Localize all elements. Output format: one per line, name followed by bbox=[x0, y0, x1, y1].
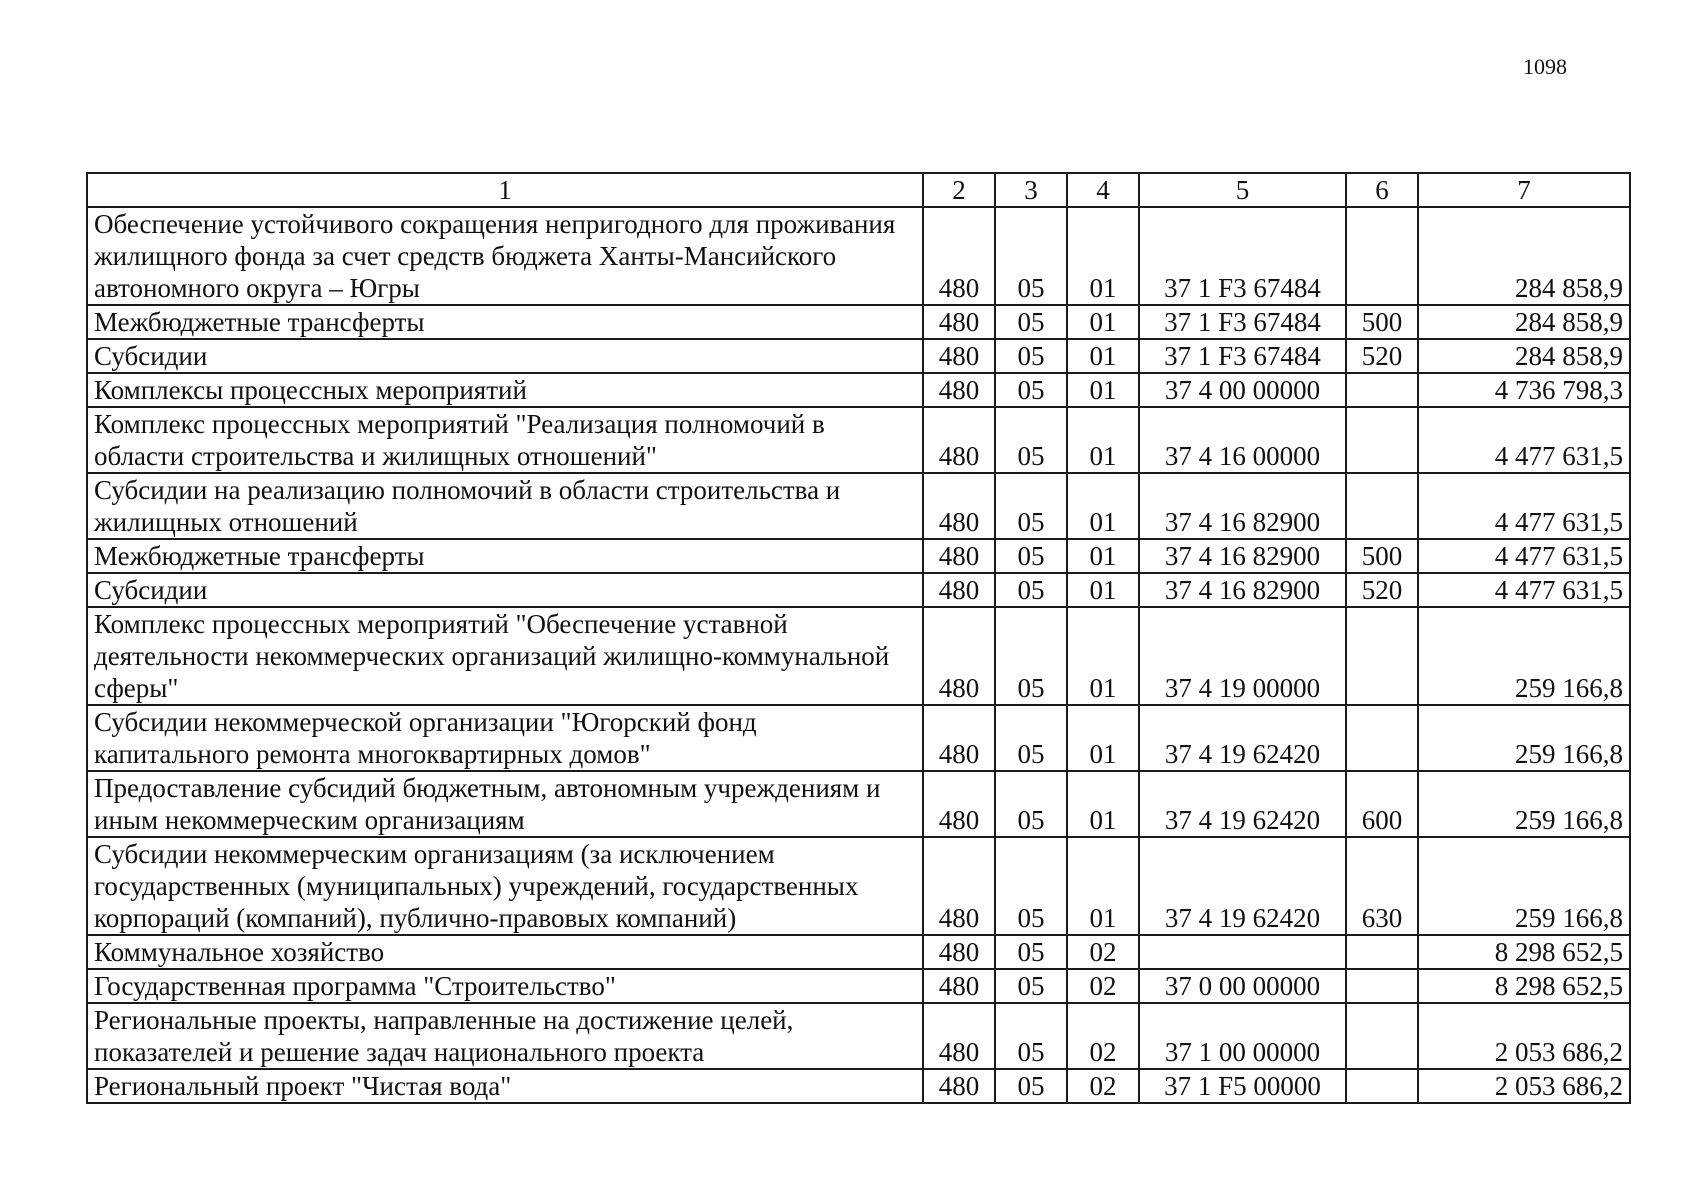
expense-type-cell: 500 bbox=[1346, 539, 1418, 573]
subsection-code-cell: 02 bbox=[1067, 969, 1139, 1003]
subsection-code-cell: 01 bbox=[1067, 573, 1139, 607]
admin-code-cell: 480 bbox=[923, 373, 995, 407]
expense-type-cell bbox=[1346, 373, 1418, 407]
row-name-cell: Субсидии bbox=[87, 573, 923, 607]
expense-type-cell: 520 bbox=[1346, 573, 1418, 607]
subsection-code-cell: 01 bbox=[1067, 373, 1139, 407]
amount-cell: 2 053 686,2 bbox=[1418, 1003, 1630, 1069]
target-article-cell: 37 4 16 82900 bbox=[1139, 473, 1346, 539]
admin-code-cell: 480 bbox=[923, 935, 995, 969]
target-article-cell bbox=[1139, 935, 1346, 969]
row-name-cell: Межбюджетные трансферты bbox=[87, 539, 923, 573]
amount-cell: 8 298 652,5 bbox=[1418, 935, 1630, 969]
section-code-cell: 05 bbox=[995, 305, 1067, 339]
section-code-cell: 05 bbox=[995, 771, 1067, 837]
amount-cell: 4 477 631,5 bbox=[1418, 539, 1630, 573]
column-header-5: 5 bbox=[1139, 173, 1346, 207]
expense-type-cell: 520 bbox=[1346, 339, 1418, 373]
section-code-cell: 05 bbox=[995, 339, 1067, 373]
admin-code-cell: 480 bbox=[923, 339, 995, 373]
admin-code-cell: 480 bbox=[923, 837, 995, 935]
subsection-code-cell: 02 bbox=[1067, 1003, 1139, 1069]
expense-type-cell bbox=[1346, 1069, 1418, 1103]
row-name-cell: Коммунальное хозяйство bbox=[87, 935, 923, 969]
admin-code-cell: 480 bbox=[923, 305, 995, 339]
subsection-code-cell: 01 bbox=[1067, 837, 1139, 935]
section-code-cell: 05 bbox=[995, 935, 1067, 969]
expense-type-cell bbox=[1346, 935, 1418, 969]
table-row bbox=[87, 305, 1630, 339]
target-article-cell: 37 4 16 82900 bbox=[1139, 573, 1346, 607]
amount-cell: 4 477 631,5 bbox=[1418, 573, 1630, 607]
target-article-cell: 37 4 19 00000 bbox=[1139, 607, 1346, 705]
column-header-7: 7 bbox=[1418, 173, 1630, 207]
column-header-4: 4 bbox=[1067, 173, 1139, 207]
amount-cell: 259 166,8 bbox=[1418, 837, 1630, 935]
target-article-cell: 37 4 16 82900 bbox=[1139, 539, 1346, 573]
section-code-cell: 05 bbox=[995, 539, 1067, 573]
subsection-code-cell: 01 bbox=[1067, 305, 1139, 339]
column-header-3: 3 bbox=[995, 173, 1067, 207]
table-row bbox=[87, 539, 1630, 573]
section-code-cell: 05 bbox=[995, 837, 1067, 935]
row-name-cell: Комплекс процессных мероприятий "Обеспечение уставной деятельности некоммерческих организаций жилищно-коммунальной сферы" bbox=[87, 607, 923, 705]
row-name-cell: Комплекс процессных мероприятий "Реализация полномочий в области строительства и жилищных отношений" bbox=[87, 407, 923, 473]
amount-cell: 4 477 631,5 bbox=[1418, 407, 1630, 473]
table-row bbox=[87, 373, 1630, 407]
table-row bbox=[87, 473, 1630, 539]
admin-code-cell: 480 bbox=[923, 573, 995, 607]
row-name-cell: Субсидии некоммерческой организации "Югорский фонд капитального ремонта многоквартирных домов" bbox=[87, 705, 923, 771]
row-name-cell: Комплексы процессных мероприятий bbox=[87, 373, 923, 407]
admin-code-cell: 480 bbox=[923, 1069, 995, 1103]
subsection-code-cell: 01 bbox=[1067, 539, 1139, 573]
section-code-cell: 05 bbox=[995, 373, 1067, 407]
subsection-code-cell: 01 bbox=[1067, 607, 1139, 705]
amount-cell: 284 858,9 bbox=[1418, 305, 1630, 339]
subsection-code-cell: 01 bbox=[1067, 407, 1139, 473]
expense-type-cell: 500 bbox=[1346, 305, 1418, 339]
subsection-code-cell: 01 bbox=[1067, 771, 1139, 837]
subsection-code-cell: 01 bbox=[1067, 339, 1139, 373]
amount-cell: 4 477 631,5 bbox=[1418, 473, 1630, 539]
row-name-cell: Региональные проекты, направленные на достижение целей, показателей и решение задач национального проекта bbox=[87, 1003, 923, 1069]
table-row bbox=[87, 969, 1630, 1003]
column-header-6: 6 bbox=[1346, 173, 1418, 207]
admin-code-cell: 480 bbox=[923, 1003, 995, 1069]
expense-type-cell: 600 bbox=[1346, 771, 1418, 837]
amount-cell: 259 166,8 bbox=[1418, 607, 1630, 705]
admin-code-cell: 480 bbox=[923, 473, 995, 539]
expense-type-cell bbox=[1346, 705, 1418, 771]
expense-type-cell bbox=[1346, 207, 1418, 305]
target-article-cell: 37 1 00 00000 bbox=[1139, 1003, 1346, 1069]
expense-type-cell bbox=[1346, 407, 1418, 473]
admin-code-cell: 480 bbox=[923, 407, 995, 473]
admin-code-cell: 480 bbox=[923, 969, 995, 1003]
expense-type-cell bbox=[1346, 969, 1418, 1003]
column-header-1: 1 bbox=[87, 173, 923, 207]
admin-code-cell: 480 bbox=[923, 607, 995, 705]
target-article-cell: 37 1 F3 67484 bbox=[1139, 339, 1346, 373]
target-article-cell: 37 1 F5 00000 bbox=[1139, 1069, 1346, 1103]
row-name-cell: Субсидии bbox=[87, 339, 923, 373]
subsection-code-cell: 01 bbox=[1067, 473, 1139, 539]
row-name-cell: Региональный проект "Чистая вода" bbox=[87, 1069, 923, 1103]
admin-code-cell: 480 bbox=[923, 207, 995, 305]
expense-type-cell bbox=[1346, 1003, 1418, 1069]
row-name-cell: Государственная программа "Строительство" bbox=[87, 969, 923, 1003]
row-name-cell: Субсидии некоммерческим организациям (за исключением государственных (муниципальных) учреждений, государственных корпораций (компаний), публично-правовых компаний) bbox=[87, 837, 923, 935]
amount-cell: 8 298 652,5 bbox=[1418, 969, 1630, 1003]
subsection-code-cell: 02 bbox=[1067, 935, 1139, 969]
target-article-cell: 37 4 00 00000 bbox=[1139, 373, 1346, 407]
target-article-cell: 37 4 19 62420 bbox=[1139, 771, 1346, 837]
expense-type-cell bbox=[1346, 607, 1418, 705]
amount-cell: 4 736 798,3 bbox=[1418, 373, 1630, 407]
amount-cell: 259 166,8 bbox=[1418, 771, 1630, 837]
admin-code-cell: 480 bbox=[923, 771, 995, 837]
amount-cell: 2 053 686,2 bbox=[1418, 1069, 1630, 1103]
amount-cell: 259 166,8 bbox=[1418, 705, 1630, 771]
table-row bbox=[87, 607, 1630, 705]
row-name-cell: Субсидии на реализацию полномочий в области строительства и жилищных отношений bbox=[87, 473, 923, 539]
row-name-cell: Обеспечение устойчивого сокращения непригодного для проживания жилищного фонда за счет средств бюджета Ханты-Мансийского автономного округа – Югры bbox=[87, 207, 923, 305]
amount-cell: 284 858,9 bbox=[1418, 207, 1630, 305]
section-code-cell: 05 bbox=[995, 573, 1067, 607]
page-number: 1098 bbox=[1523, 54, 1567, 79]
section-code-cell: 05 bbox=[995, 705, 1067, 771]
admin-code-cell: 480 bbox=[923, 705, 995, 771]
section-code-cell: 05 bbox=[995, 1003, 1067, 1069]
subsection-code-cell: 02 bbox=[1067, 1069, 1139, 1103]
table-row bbox=[87, 935, 1630, 969]
column-header-2: 2 bbox=[923, 173, 995, 207]
expense-type-cell: 630 bbox=[1346, 837, 1418, 935]
subsection-code-cell: 01 bbox=[1067, 705, 1139, 771]
section-code-cell: 05 bbox=[995, 1069, 1067, 1103]
target-article-cell: 37 4 19 62420 bbox=[1139, 837, 1346, 935]
table-row bbox=[87, 573, 1630, 607]
row-name-cell: Межбюджетные трансферты bbox=[87, 305, 923, 339]
target-article-cell: 37 0 00 00000 bbox=[1139, 969, 1346, 1003]
target-article-cell: 37 4 16 00000 bbox=[1139, 407, 1346, 473]
table-row bbox=[87, 771, 1630, 837]
section-code-cell: 05 bbox=[995, 607, 1067, 705]
row-name-cell: Предоставление субсидий бюджетным, автономным учреждениям и иным некоммерческим организациям bbox=[87, 771, 923, 837]
table-row bbox=[87, 407, 1630, 473]
budget-table bbox=[86, 172, 1631, 1104]
section-code-cell: 05 bbox=[995, 207, 1067, 305]
section-code-cell: 05 bbox=[995, 969, 1067, 1003]
target-article-cell: 37 4 19 62420 bbox=[1139, 705, 1346, 771]
admin-code-cell: 480 bbox=[923, 539, 995, 573]
section-code-cell: 05 bbox=[995, 473, 1067, 539]
expense-type-cell bbox=[1346, 473, 1418, 539]
amount-cell: 284 858,9 bbox=[1418, 339, 1630, 373]
subsection-code-cell: 01 bbox=[1067, 207, 1139, 305]
table-row bbox=[87, 339, 1630, 373]
table-row bbox=[87, 1003, 1630, 1069]
table-row bbox=[87, 837, 1630, 935]
table-row bbox=[87, 1069, 1630, 1103]
header-row bbox=[87, 173, 1630, 207]
section-code-cell: 05 bbox=[995, 407, 1067, 473]
target-article-cell: 37 1 F3 67484 bbox=[1139, 305, 1346, 339]
table-row bbox=[87, 207, 1630, 305]
target-article-cell: 37 1 F3 67484 bbox=[1139, 207, 1346, 305]
table-row bbox=[87, 705, 1630, 771]
